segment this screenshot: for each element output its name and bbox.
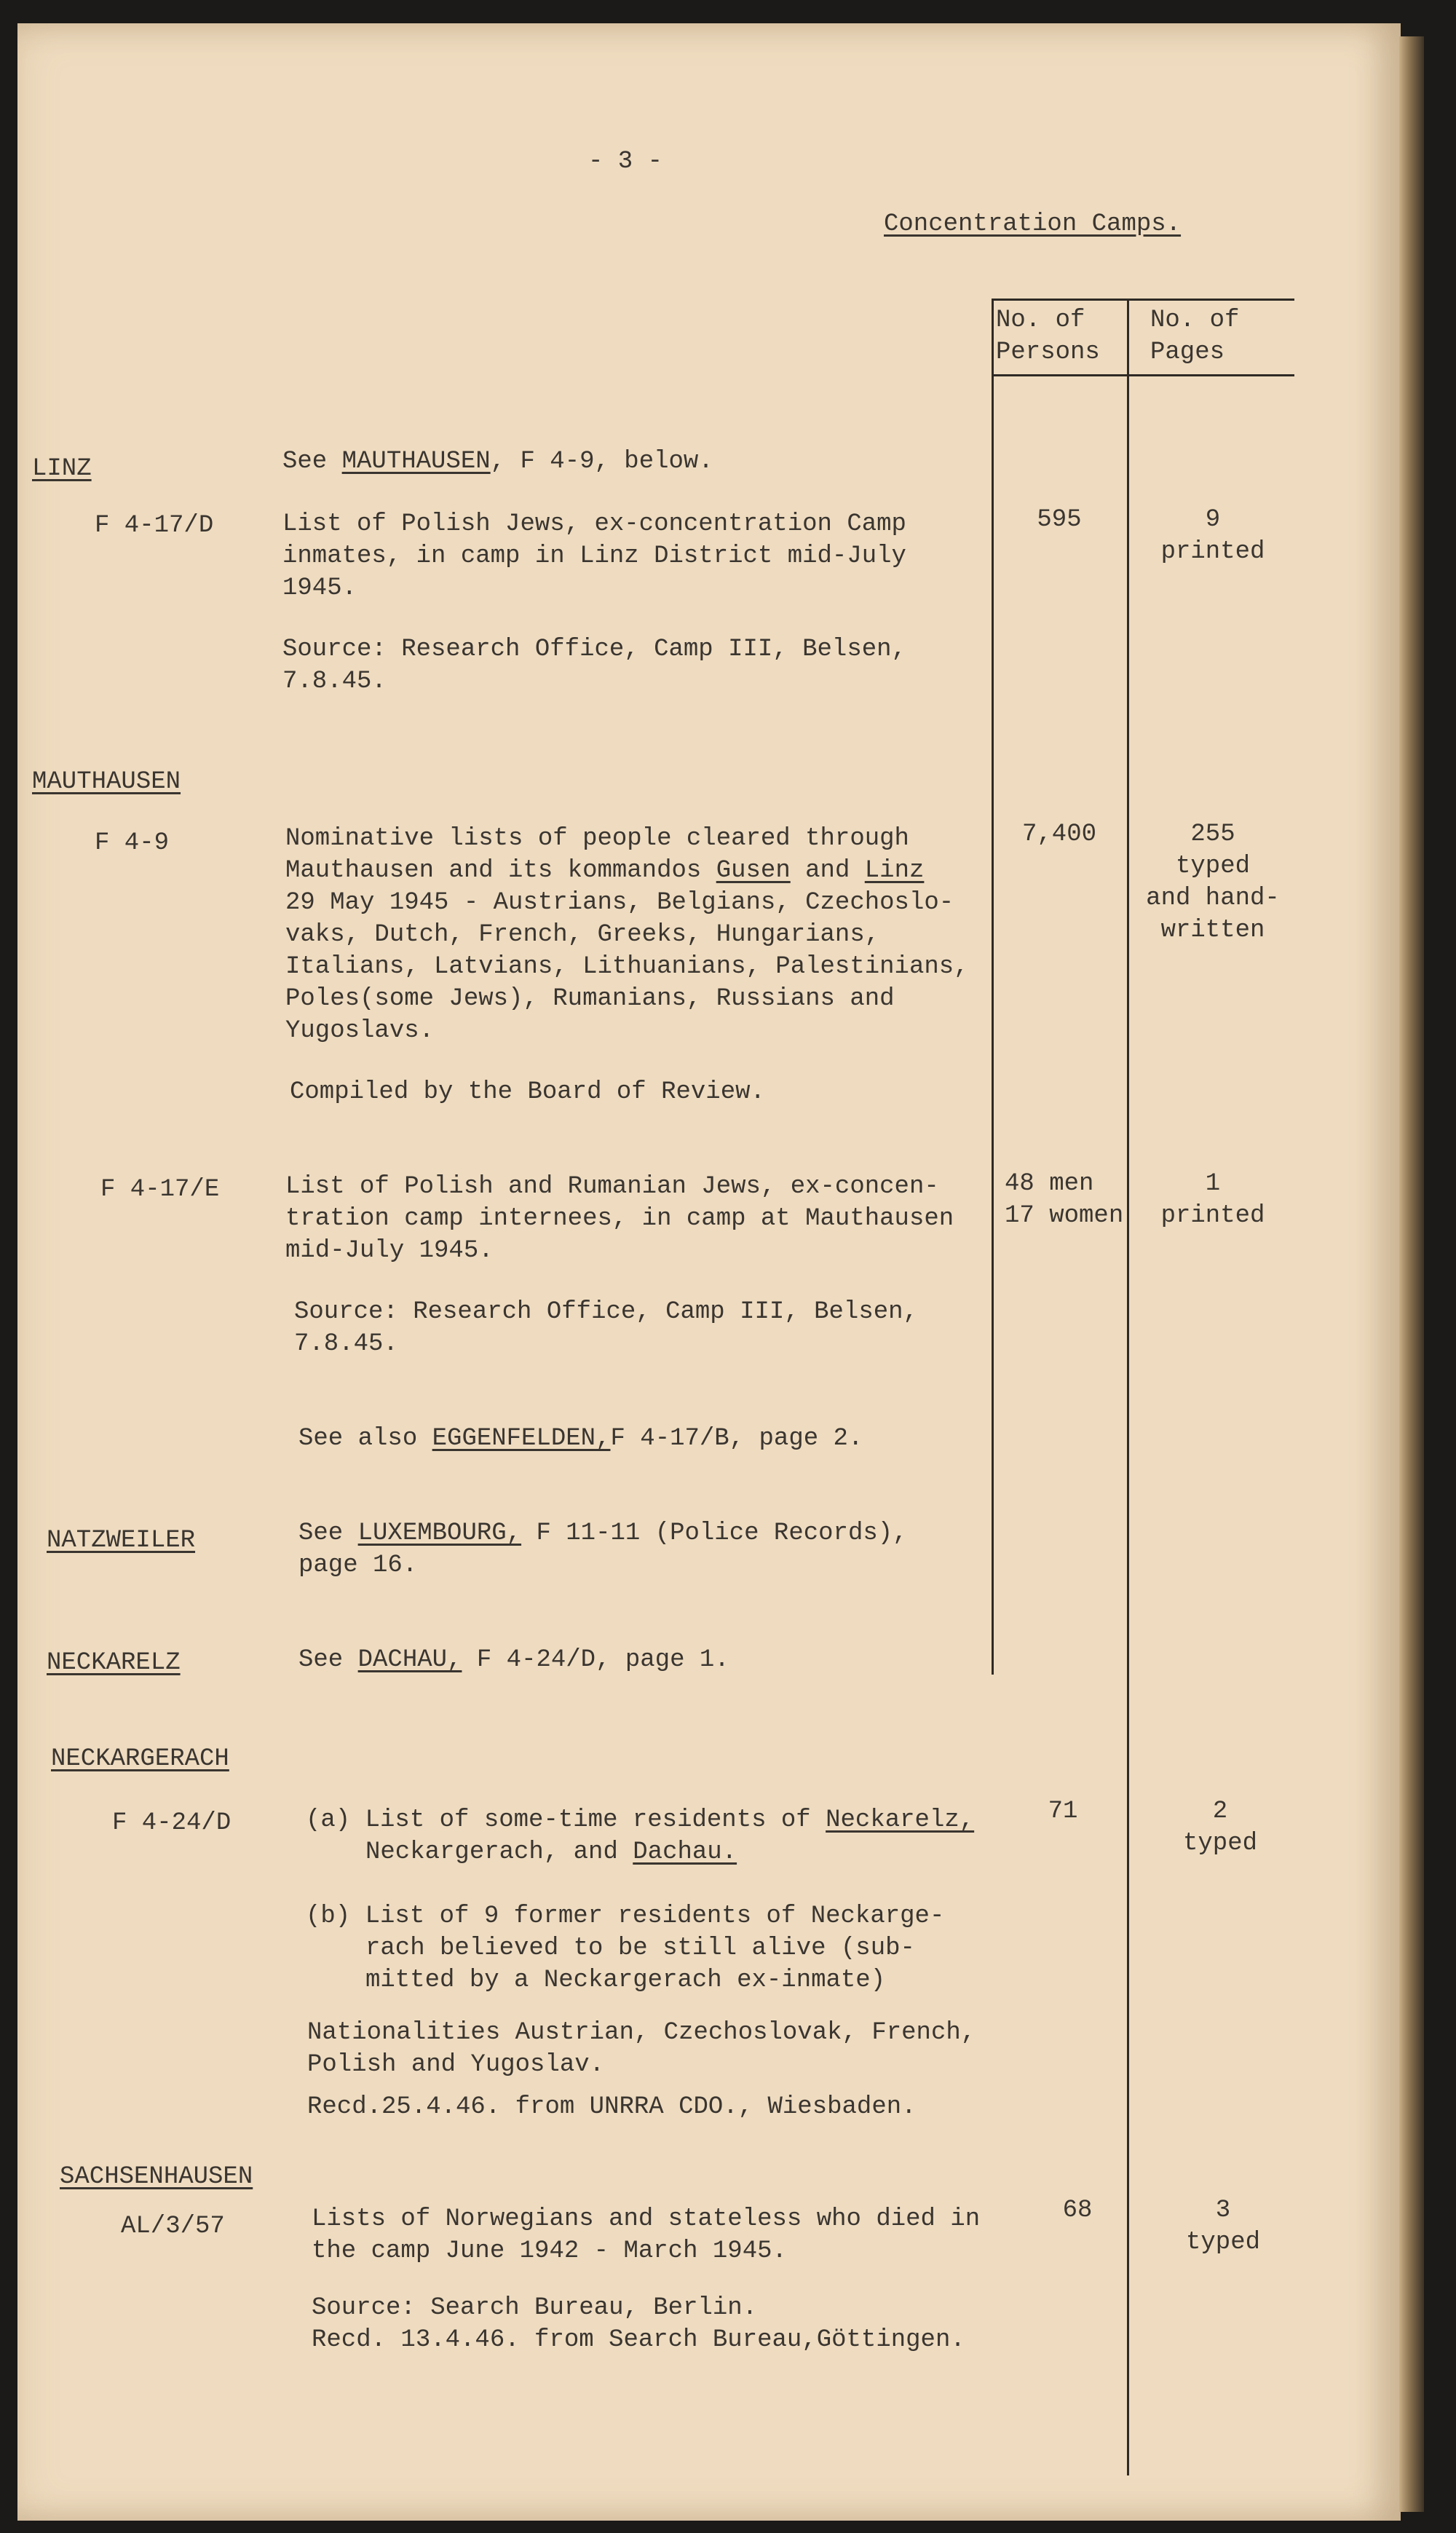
mauthausen-source2-line2: 7.8.45. bbox=[294, 1330, 398, 1358]
mauthausen-persons-1: 7,400 bbox=[1021, 821, 1097, 848]
mauthausen-pages1-type: typed bbox=[1175, 853, 1251, 880]
page-number: - 3 - bbox=[588, 148, 663, 175]
mauthausen-pages1-type2: and hand- bbox=[1146, 885, 1280, 912]
mauthausen-desc1-line6: Poles(some Jews), Rumanians, Russians and bbox=[285, 985, 895, 1013]
mauthausen-pages2-count: 1 bbox=[1205, 1170, 1221, 1198]
page-edge bbox=[1399, 36, 1424, 2512]
heading-mauthausen: MAUTHAUSEN bbox=[32, 768, 181, 796]
document-page bbox=[17, 23, 1401, 2521]
heading-sachsenhausen: SACHSENHAUSEN bbox=[60, 2163, 253, 2191]
linz-source-line2: 7.8.45. bbox=[282, 668, 387, 695]
neckargerach-nationalities-line1: Nationalities Austrian, Czechoslovak, French, bbox=[307, 2019, 976, 2047]
neckarelz-see-reference: See DACHAU, F 4-24/D, page 1. bbox=[298, 1646, 729, 1674]
neckargerach-item-a-line2: Neckargerach, and Dachau. bbox=[365, 1838, 737, 1866]
natzweiler-see-reference: See LUXEMBOURG, F 11-11 (Police Records), bbox=[298, 1520, 908, 1547]
neckargerach-item-b-line1: (b) List of 9 former residents of Neckarge- bbox=[306, 1902, 945, 1930]
mauthausen-pages1-type3: written bbox=[1160, 917, 1265, 944]
mauthausen-source2-line1: Source: Research Office, Camp III, Belsen, bbox=[294, 1298, 918, 1326]
neckargerach-pages-count: 2 bbox=[1212, 1798, 1228, 1825]
mauthausen-desc1-line5: Italians, Latvians, Lithuanians, Palestinians, bbox=[285, 953, 969, 981]
linz-persons: 595 bbox=[1037, 506, 1082, 534]
sachsenhausen-desc-line2: the camp June 1942 - March 1945. bbox=[312, 2237, 787, 2265]
mauthausen-desc1-line1: Nominative lists of people cleared through bbox=[285, 825, 909, 853]
linz-see-reference: See MAUTHAUSEN, F 4-9, below. bbox=[282, 448, 713, 475]
neckargerach-received: Recd.25.4.46. from UNRRA CDO., Wiesbaden. bbox=[307, 2093, 917, 2121]
sachsenhausen-persons: 68 bbox=[1062, 2197, 1093, 2224]
pages-column-left-rule bbox=[1127, 299, 1129, 2475]
natzweiler-see-line2: page 16. bbox=[298, 1552, 418, 1579]
linz-source-line1: Source: Research Office, Camp III, Belsen, bbox=[282, 636, 906, 663]
persons-column-left-rule bbox=[992, 299, 994, 1675]
mauthausen-pages1-count: 255 bbox=[1190, 821, 1235, 848]
heading-natzweiler: NATZWEILER bbox=[47, 1527, 196, 1554]
sachsenhausen-source-line2: Recd. 13.4.46. from Search Bureau,Göttingen. bbox=[312, 2326, 965, 2354]
neckargerach-file-ref: F 4-24/D bbox=[112, 1809, 232, 1837]
pages-header-line1: No. of bbox=[1150, 307, 1240, 334]
linz-desc-line3: 1945. bbox=[282, 574, 357, 602]
mauthausen-persons-women: 17 women bbox=[1005, 1202, 1124, 1230]
mauthausen-desc1-line2: Mauthausen and its kommandos Gusen and Linz bbox=[285, 857, 925, 885]
mauthausen-persons-men: 48 men bbox=[1005, 1170, 1094, 1198]
heading-neckargerach: NECKARGERACH bbox=[51, 1745, 229, 1773]
mauthausen-file-ref-1: F 4-9 bbox=[95, 829, 170, 857]
table-top-rule bbox=[992, 299, 1294, 301]
mauthausen-desc2-line3: mid-July 1945. bbox=[285, 1237, 494, 1265]
sachsenhausen-file-ref: AL/3/57 bbox=[121, 2213, 225, 2240]
heading-neckarelz: NECKARELZ bbox=[47, 1649, 181, 1677]
mauthausen-desc2-line1: List of Polish and Rumanian Jews, ex-concen- bbox=[285, 1173, 939, 1201]
mauthausen-see-also: See also EGGENFELDEN,F 4-17/B, page 2. bbox=[298, 1425, 863, 1453]
table-header-rule bbox=[992, 374, 1294, 376]
mauthausen-desc1-line4: vaks, Dutch, French, Greeks, Hungarians, bbox=[285, 921, 880, 949]
section-title: Concentration Camps. bbox=[884, 210, 1182, 238]
sachsenhausen-pages-type: typed bbox=[1185, 2229, 1261, 2256]
mauthausen-desc1-line7: Yugoslavs. bbox=[285, 1017, 435, 1045]
linz-file-ref: F 4-17/D bbox=[95, 512, 214, 540]
neckargerach-item-b-line2: rach believed to be still alive (sub- bbox=[365, 1935, 915, 1962]
persons-header-line2: Persons bbox=[996, 339, 1100, 366]
persons-header-line1: No. of bbox=[996, 307, 1085, 334]
neckargerach-item-a-line1: (a) List of some-time residents of Neckarelz, bbox=[306, 1806, 975, 1834]
neckargerach-persons: 71 bbox=[1048, 1798, 1078, 1825]
mauthausen-file-ref-2: F 4-17/E bbox=[100, 1176, 220, 1204]
heading-linz: LINZ bbox=[32, 455, 92, 483]
linz-pages-type: printed bbox=[1160, 538, 1265, 566]
linz-desc-line2: inmates, in camp in Linz District mid-July bbox=[282, 542, 906, 570]
sachsenhausen-source-line1: Source: Search Bureau, Berlin. bbox=[312, 2294, 758, 2322]
sachsenhausen-desc-line1: Lists of Norwegians and stateless who died in bbox=[312, 2205, 981, 2233]
mauthausen-pages2-type: printed bbox=[1160, 1202, 1265, 1230]
mauthausen-desc1-line3: 29 May 1945 - Austrians, Belgians, Czechoslo- bbox=[285, 889, 954, 917]
pages-header-line2: Pages bbox=[1150, 339, 1225, 366]
mauthausen-compiled: Compiled by the Board of Review. bbox=[290, 1078, 765, 1106]
mauthausen-desc2-line2: tration camp internees, in camp at Mauthausen bbox=[285, 1205, 954, 1233]
linz-pages-count: 9 bbox=[1205, 506, 1221, 534]
sachsenhausen-pages-count: 3 bbox=[1215, 2197, 1231, 2224]
linz-desc-line1: List of Polish Jews, ex-concentration Camp bbox=[282, 510, 906, 538]
neckargerach-item-b-line3: mitted by a Neckargerach ex-inmate) bbox=[365, 1967, 886, 1994]
neckargerach-nationalities-line2: Polish and Yugoslav. bbox=[307, 2051, 605, 2079]
neckargerach-pages-type: typed bbox=[1182, 1830, 1258, 1857]
